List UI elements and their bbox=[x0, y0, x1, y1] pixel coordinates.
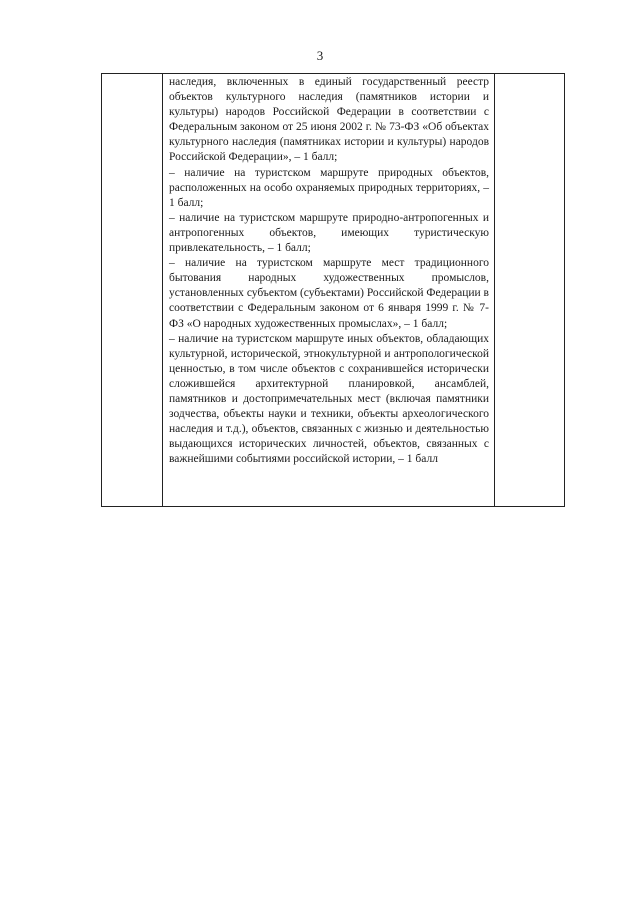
table-cell-left bbox=[102, 74, 163, 506]
criteria-table bbox=[101, 73, 565, 507]
criteria-paragraph: – наличие на туристском маршруте иных объектов, обладающих культурной, исторической, этнокультурной и антропологической ценностью, в том числе объектов с сохранившейся исторически сложившейся архитектурной планировкой, ансамблей, памятников и достопримечательных мест (включая памятники зодчества, объекты науки и техники, объекты археологического наследия и т.д.), объектов, связанных с жизнью и деятельностью выдающихся исторических личностей, объектов, связанных с важнейшими событиями российской истории, – 1 балл bbox=[169, 332, 489, 466]
page-number: 3 bbox=[316, 48, 324, 63]
table-cell-criteria bbox=[163, 74, 495, 506]
criteria-paragraph: – наличие на туристском маршруте природных объектов, расположенных на особо охраняемых природных территориях, – 1 балл; bbox=[169, 166, 489, 209]
criteria-paragraph: – наличие на туристском маршруте природно-антропогенных и антропогенных объектов, имеющих туристическую привлекательность, – 1 балл; bbox=[169, 211, 489, 255]
criteria-paragraph: – наличие на туристском маршруте мест традиционного бытования народных художественных промыслов, установленных субъектом (субъектами) Российской Федерации в соответствии с Федеральным законом от 6 января 1999 г. № 7-ФЗ «О народных художественных промыслах», – 1 балл; bbox=[169, 257, 489, 330]
criteria-paragraph: наследия, включенных в единый государственный реестр объектов культурного наследия (памятников истории и культуры) народов Российской Федерации в соответствии с Федеральным законом от 25 июня 2002 г. № 73-ФЗ «Об объектах культурного наследия (памятниках истории и культуры) народов Российской Федерации», – 1 балл; bbox=[169, 76, 489, 164]
table-cell-right bbox=[495, 74, 564, 506]
